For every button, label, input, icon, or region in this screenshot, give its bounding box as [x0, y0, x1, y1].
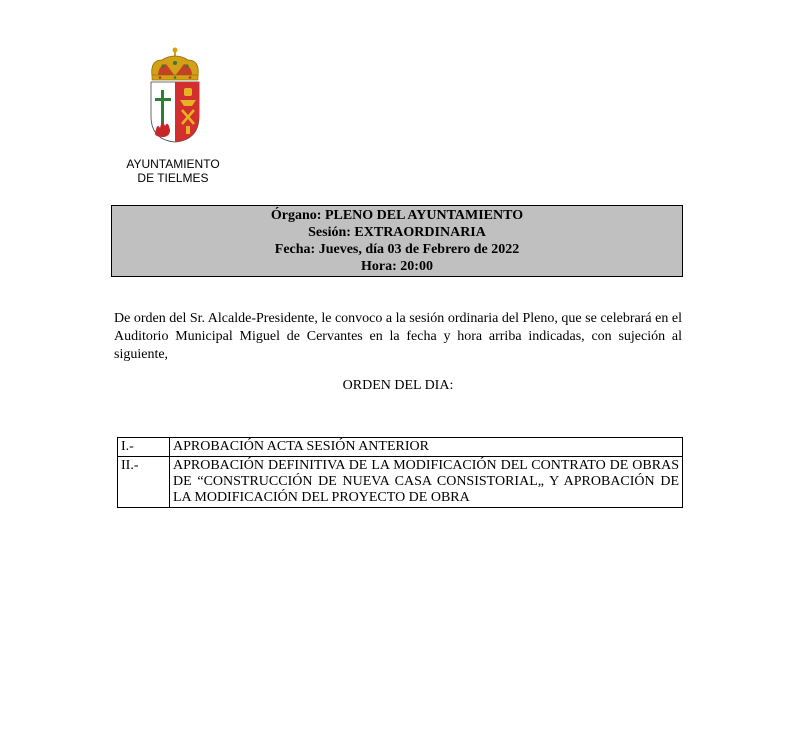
agenda-item-text: APROBACIÓN DEFINITIVA DE LA MODIFICACIÓN DEL CONTRATO DE OBRAS DE “CONSTRUCCIÓN DE NUEVA CASA CONSISTORIAL„ Y APROBACIÓN DE LA MODIFICACIÓN DEL PROYECTO DE OBRA: [170, 457, 683, 508]
header-organo: Órgano: PLENO DEL AYUNTAMIENTO: [270, 208, 524, 223]
agenda-item-number: I.-: [118, 438, 170, 457]
table-row: [118, 438, 683, 457]
agenda-item-text: APROBACIÓN ACTA SESIÓN ANTERIOR: [170, 438, 683, 457]
agenda-table: [117, 437, 683, 508]
intro-paragraph: De orden del Sr. Alcalde-Presidente, le convoco a la sesión ordinaria del Pleno, que se celebrará en el Auditorio Municipal Miguel de Cervantes en la fecha y hora arriba indicadas, con sujeción al siguiente,: [114, 311, 682, 362]
organization-line-1: AYUNTAMIENTO: [126, 157, 220, 171]
agenda-title: ORDEN DEL DIA:: [342, 378, 454, 393]
header-sesion: Sesión: EXTRAORDINARIA: [308, 225, 486, 240]
organization-name: [113, 157, 233, 185]
header-hora: Hora: 20:00: [361, 259, 433, 274]
header-fecha: Fecha: Jueves, día 03 de Febrero de 2022: [274, 242, 520, 257]
coat-of-arms-icon: [146, 46, 204, 144]
agenda-item-number: II.-: [118, 457, 170, 508]
table-row: [118, 457, 683, 508]
organization-line-2: DE TIELMES: [137, 171, 209, 185]
session-header-box: [111, 205, 683, 277]
